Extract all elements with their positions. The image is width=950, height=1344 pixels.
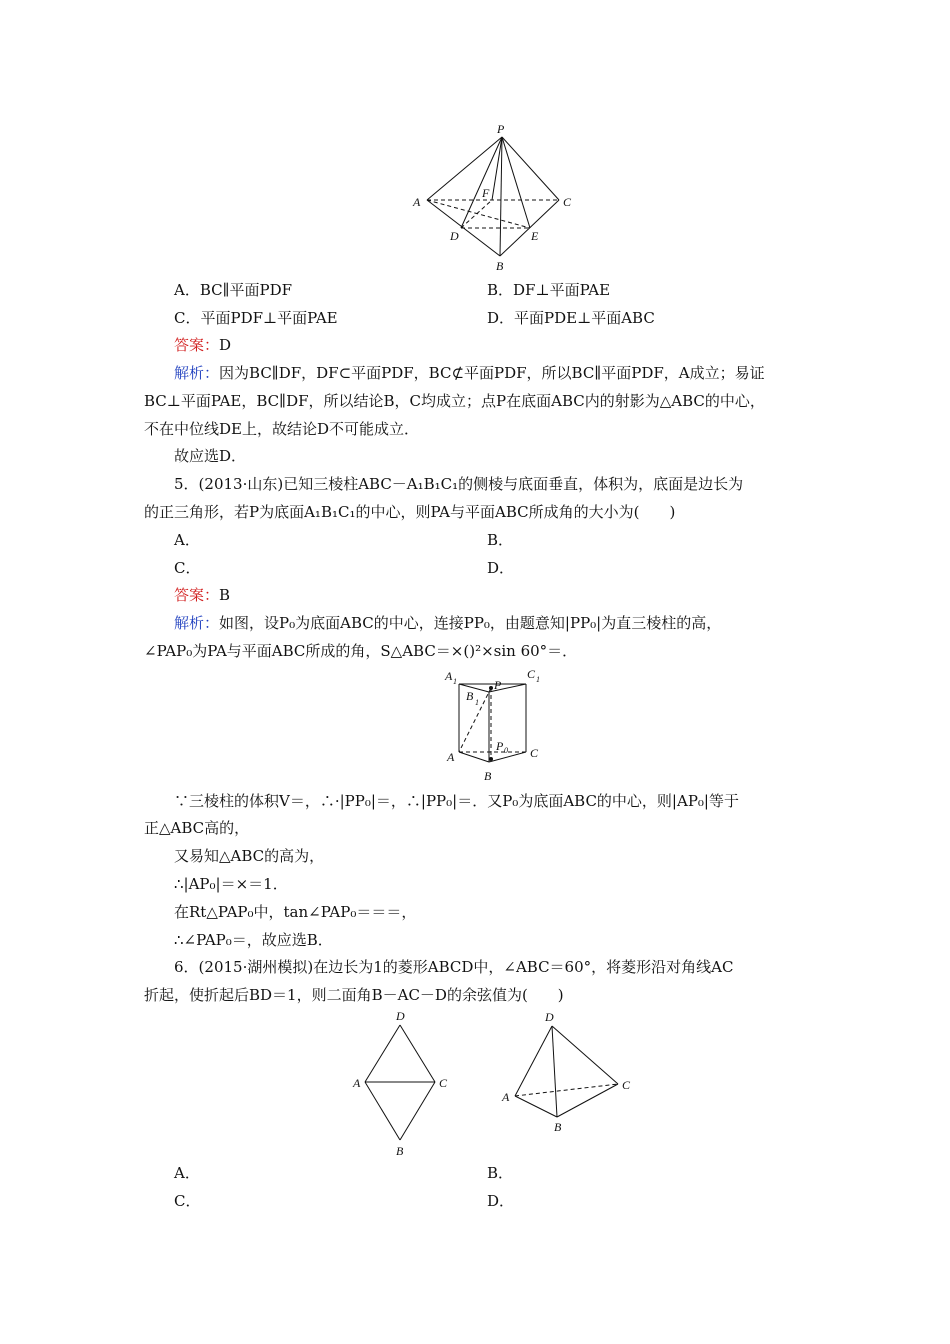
q5-solution-line-5: 在Rt△PAP₀中，tan∠PAP₀＝＝＝， xyxy=(174,903,417,921)
q5-solution-line-3: 又易知△ABC的高为， xyxy=(174,847,325,865)
q5-stem-line-2: 的正三角形，若P为底面A₁B₁C₁的中心，则PA与平面ABC所成角的大小为( ) xyxy=(144,503,676,521)
q5-solution-line-4: ∴|AP₀|＝×＝1． xyxy=(174,875,288,893)
label-C: C xyxy=(622,1078,631,1092)
q4-option-a: A．BC∥平面PDF xyxy=(174,281,293,299)
label-C1: C xyxy=(527,667,536,681)
label-A: A xyxy=(413,195,421,209)
q4-conclusion: 故应选D． xyxy=(174,447,247,465)
edge-DB xyxy=(552,1026,557,1117)
edge-CB xyxy=(557,1084,618,1117)
q5-option-d: D． xyxy=(487,559,515,577)
q6-option-c: C． xyxy=(174,1192,201,1210)
q4-option-c: C．平面PDF⊥平面PAE xyxy=(174,309,338,327)
label-C1-subscript: 1 xyxy=(536,675,540,684)
label-A: A xyxy=(502,1090,510,1104)
q6-option-d: D． xyxy=(487,1192,515,1210)
label-D: D xyxy=(450,229,459,243)
analysis-label: 解析： xyxy=(174,614,220,632)
analysis-text: 因为BC∥DF，DF⊂平面PDF，BC⊄平面PDF，所以BC∥平面PDF，A成立；易证 xyxy=(219,364,765,382)
label-F: F xyxy=(482,186,490,200)
analysis-text: 如图，设P₀为底面ABC的中心，连接PP₀，由题意知|PP₀|为直三棱柱的高， xyxy=(219,614,722,632)
q5-option-a: A． xyxy=(174,531,200,549)
label-P: P xyxy=(494,678,502,692)
answer-label: 答案： xyxy=(174,336,220,354)
q5-stem-line-1: 5．(2013·山东)已知三棱柱ABC－A₁B₁C₁的侧棱与底面垂直，体积为，底面是边长为 xyxy=(174,475,744,493)
q4-analysis-line-3: 不在中位线DE上，故结论D不可能成立． xyxy=(144,420,420,438)
edge-AC xyxy=(515,1084,618,1096)
q6-stem-line-2: 折起，使折起后BD＝1，则二面角B－AC－D的余弦值为( ) xyxy=(144,986,564,1004)
label-A1-subscript: 1 xyxy=(453,677,457,686)
label-P0: P xyxy=(496,739,504,753)
label-B: B xyxy=(396,1144,404,1158)
label-B: B xyxy=(554,1120,562,1134)
answer-value: B xyxy=(219,586,231,604)
label-D: D xyxy=(545,1010,554,1024)
q5-option-c: C． xyxy=(174,559,201,577)
answer-value: D xyxy=(219,336,232,354)
analysis-label: 解析： xyxy=(174,364,220,382)
answer-label: 答案： xyxy=(174,586,220,604)
q4-option-d: D．平面PDE⊥平面ABC xyxy=(487,309,655,327)
q6-option-a: A． xyxy=(174,1164,200,1182)
label-D: D xyxy=(396,1009,405,1023)
edge-DC xyxy=(552,1026,618,1084)
q5-option-b: B． xyxy=(487,531,514,549)
q4-analysis-line-2: BC⊥平面PAE，BC∥DF，所以结论B，C均成立；点P在底面ABC内的射影为△ABC的中心， xyxy=(144,392,765,410)
label-C: C xyxy=(563,195,572,209)
label-P: P xyxy=(497,122,505,136)
q5-solution-line-6: ∴∠PAP₀＝，故应选B． xyxy=(174,931,333,949)
edge-AB xyxy=(515,1096,557,1117)
label-B: B xyxy=(484,769,492,783)
label-B1: B xyxy=(466,689,474,703)
label-B1-subscript: 1 xyxy=(475,698,479,707)
label-B: B xyxy=(496,259,504,273)
q5-analysis-line-2: ∠PAP₀为PA与平面ABC所成的角，S△ABC＝×()²×sin 60°＝． xyxy=(144,642,578,660)
label-C: C xyxy=(439,1076,448,1090)
q6-stem-line-1: 6．(2015·湖州模拟)在边长为1的菱形ABCD中，∠ABC＝60°，将菱形沿对角线AC xyxy=(174,958,734,976)
q6-option-b: B． xyxy=(487,1164,514,1182)
label-A1: A xyxy=(445,669,453,683)
q5-solution-line-1: ∵三棱柱的体积V＝，∴·|PP₀|＝，∴|PP₀|＝．又P₀为底面ABC的中心，则|AP₀|等于 xyxy=(174,792,739,810)
label-A: A xyxy=(447,750,455,764)
label-A: A xyxy=(353,1076,361,1090)
label-P0-subscript: 0 xyxy=(504,746,508,755)
q5-solution-line-2: 正△ABC高的， xyxy=(144,819,250,837)
edge-DA xyxy=(515,1026,552,1096)
label-E: E xyxy=(531,229,539,243)
q4-option-b: B．DF⊥平面PAE xyxy=(487,281,611,299)
label-C: C xyxy=(530,746,539,760)
